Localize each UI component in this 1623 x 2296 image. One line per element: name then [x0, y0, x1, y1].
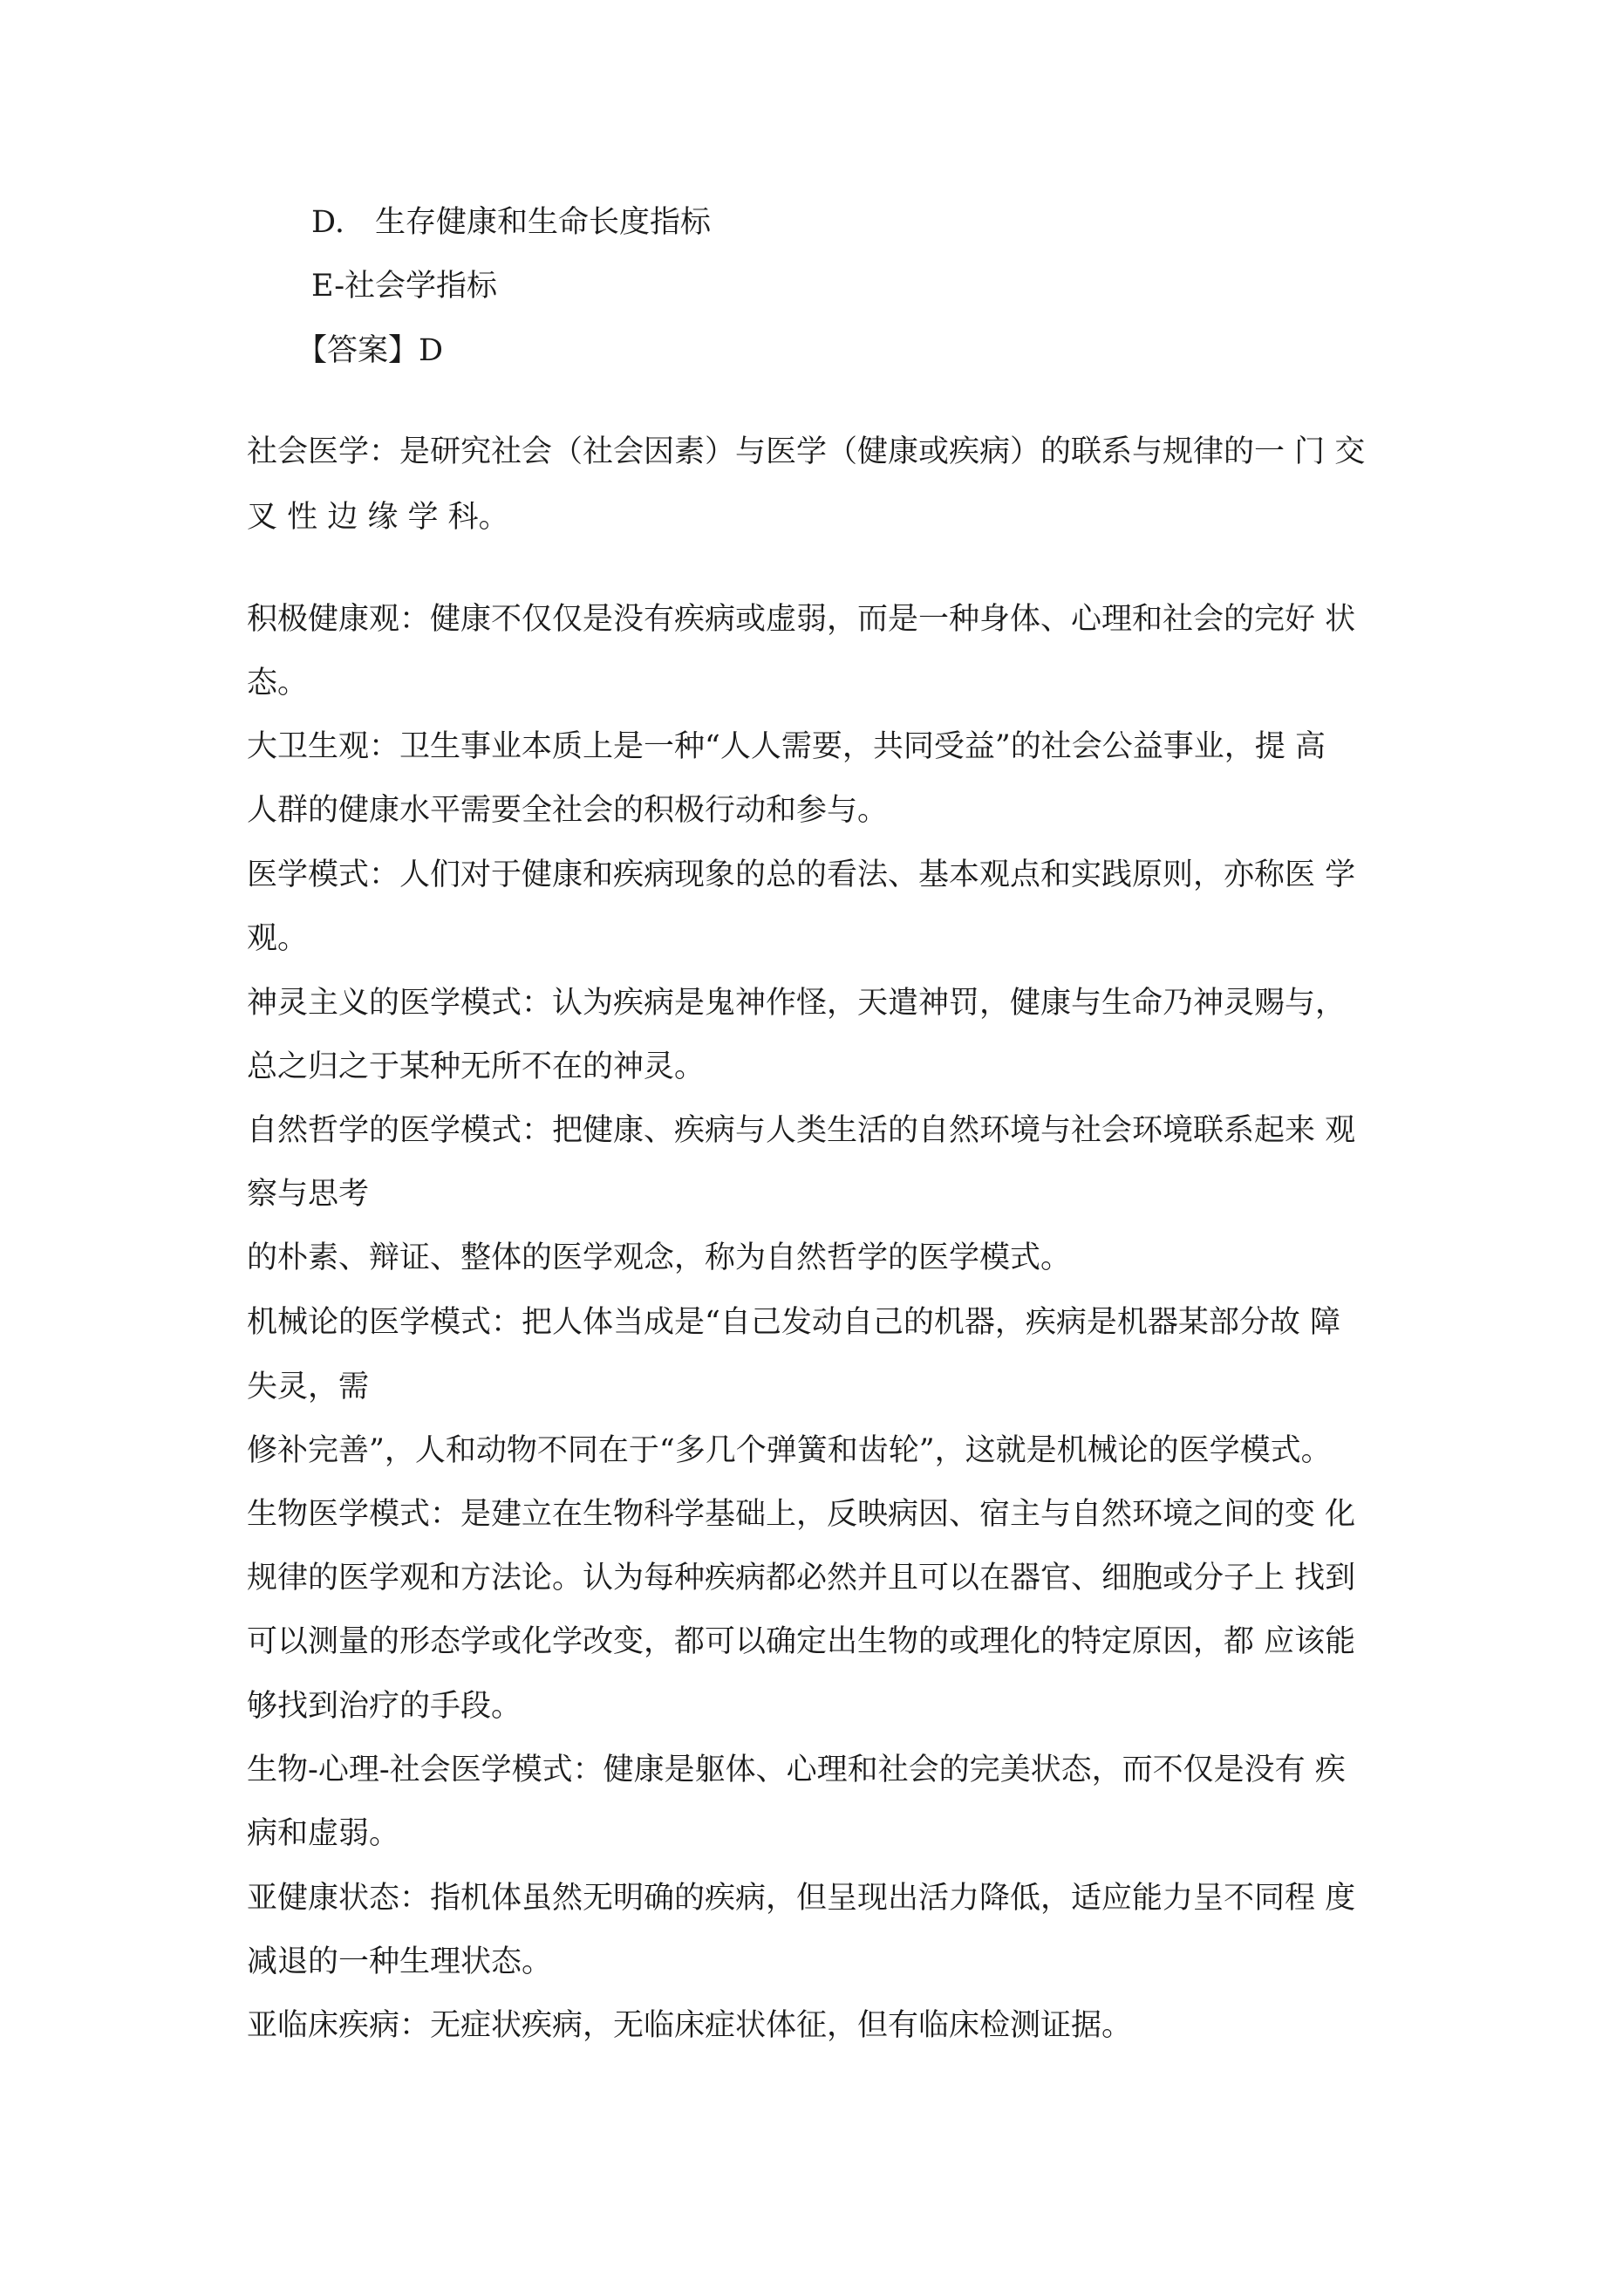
text-line: 神灵主义的医学模式：认为疾病是鬼神作怪，天遣神罚，健康与生命乃神灵赐与，: [247, 986, 1347, 1021]
text-line: 的朴素、辩证、整体的医学观念，称为自然哲学的医学模式。: [247, 1240, 1072, 1275]
text-line: 自然哲学的医学模式：把健康、疾病与人类生活的自然环境与社会环境联系起来 观: [247, 1113, 1356, 1148]
text-line: D. 生存健康和生命长度指标: [311, 205, 711, 240]
text-line: 规律的医学观和方法论。认为每种疾病都必然并且可以在器官、细胞或分子上 找到: [247, 1561, 1356, 1596]
text-line: 病和虚弱。: [247, 1816, 400, 1851]
text-line: 大卫生观：卫生事业本质上是一种“人人需要，共同受益”的社会公益事业，提 高: [247, 729, 1326, 764]
text-line: 亚临床疾病：无症状疾病，无临床症状体征，但有临床检测证据。: [247, 2008, 1133, 2043]
text-line: 叉 性 边 缘 学 科。: [247, 500, 509, 535]
text-line: 社会医学：是研究社会（社会因素）与医学（健康或疾病）的联系与规律的一 门 交: [247, 434, 1366, 469]
text-line: 察与思考: [247, 1177, 370, 1212]
text-line: 修补完善”，人和动物不同在于“多几个弹簧和齿轮”，这就是机械论的医学模式。: [247, 1433, 1332, 1468]
text-line: 亚健康状态：指机体虽然无明确的疾病，但呈现出活力降低，适应能力呈不同程 度: [247, 1881, 1356, 1916]
text-line: 机械论的医学模式：把人体当成是“自己发动自己的机器，疾病是机器某部分故 障: [247, 1305, 1341, 1340]
text-line: 态。: [247, 666, 309, 700]
text-line: 可以测量的形态学或化学改变，都可以确定出生物的或理化的特定原因，都 应该能: [247, 1624, 1356, 1659]
text-line: 医学模式：人们对于健康和疾病现象的总的看法、基本观点和实践原则，亦称医 学: [247, 858, 1356, 892]
text-line: E-社会学指标: [311, 269, 498, 304]
text-line: 总之归之于某种无所不在的神灵。: [247, 1049, 706, 1084]
text-line: 失灵，需: [247, 1370, 370, 1404]
text-line: 人群的健康水平需要全社会的积极行动和参与。: [247, 793, 889, 828]
text-line: 【答案】D: [297, 333, 444, 368]
text-line: 观。: [247, 921, 309, 956]
text-line: 生物-心理-社会医学模式：健康是躯体、心理和社会的完美状态，而不仅是没有 疾: [247, 1753, 1346, 1787]
text-line: 积极健康观：健康不仅仅是没有疾病或虚弱，而是一种身体、心理和社会的完好 状: [247, 602, 1356, 637]
text-line: 生物医学模式：是建立在生物科学基础上，反映病因、宿主与自然环境之间的变 化: [247, 1497, 1356, 1532]
text-line: 减退的一种生理状态。: [247, 1944, 553, 1979]
text-line: 够找到治疗的手段。: [247, 1689, 522, 1724]
